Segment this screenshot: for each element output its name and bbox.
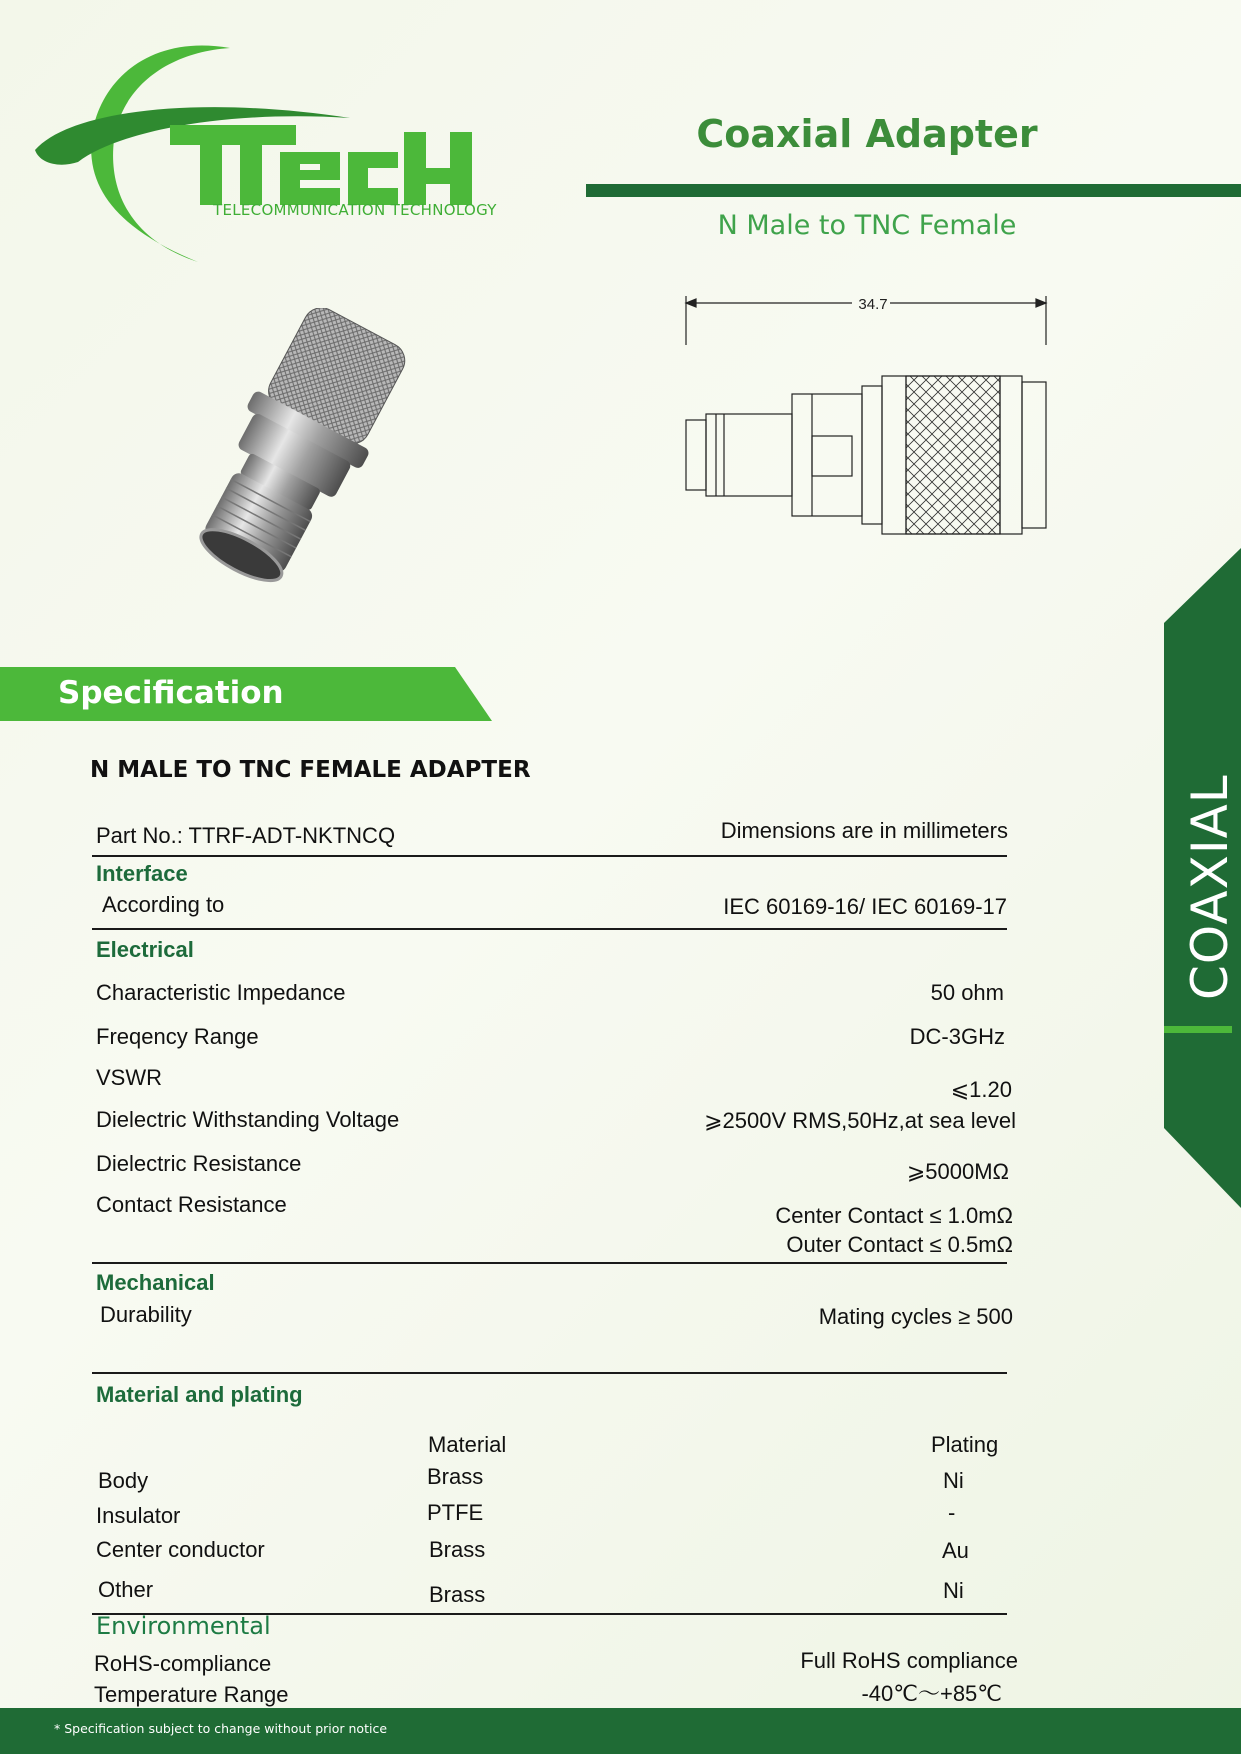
vswr-label: VSWR bbox=[96, 1065, 162, 1090]
section-interface: Interface bbox=[96, 861, 188, 886]
durability-label: Durability bbox=[100, 1302, 192, 1327]
page-subtitle: N Male to TNC Female bbox=[717, 210, 1017, 241]
section-material: Material and plating bbox=[96, 1382, 303, 1407]
dielectric-resistance-value: ⩾5000MΩ bbox=[906, 1159, 1009, 1184]
frequency-value: DC-3GHz bbox=[909, 1024, 1005, 1049]
divider bbox=[92, 855, 1007, 857]
durability-value: Mating cycles ≥ 500 bbox=[818, 1304, 1013, 1329]
table-row-plating: Ni bbox=[943, 1578, 964, 1603]
table-row-material: Brass bbox=[429, 1537, 486, 1562]
side-tab-label: COAXIAL bbox=[1181, 774, 1239, 1000]
part-number: Part No.: TTRF-ADT-NKTNCQ bbox=[96, 823, 396, 848]
logo-tagline: TELECOMMUNICATION TECHNOLOGY bbox=[213, 201, 497, 219]
table-row-material: Brass bbox=[429, 1582, 486, 1607]
product-heading: N MALE TO TNC FEMALE ADAPTER bbox=[90, 757, 531, 783]
table-row-part: Center conductor bbox=[96, 1537, 265, 1562]
temperature-label: Temperature Range bbox=[94, 1682, 289, 1707]
dimension-label: 34.7 bbox=[858, 296, 888, 313]
impedance-label: Characteristic Impedance bbox=[96, 980, 346, 1005]
frequency-label: Freqency Range bbox=[96, 1024, 259, 1049]
section-environmental: Environmental bbox=[96, 1612, 271, 1640]
spec-banner-label: Specification bbox=[58, 675, 284, 711]
divider bbox=[92, 1372, 1007, 1374]
rohs-label: RoHS-compliance bbox=[94, 1651, 272, 1676]
table-row-part: Insulator bbox=[96, 1503, 181, 1528]
technical-drawing bbox=[680, 290, 1050, 580]
rohs-value: Full RoHS compliance bbox=[800, 1648, 1018, 1673]
outer-contact-value: Outer Contact ≤ 0.5mΩ bbox=[786, 1232, 1013, 1257]
table-row-material: Brass bbox=[427, 1464, 484, 1489]
vswr-value: ⩽1.20 bbox=[950, 1077, 1012, 1102]
withstanding-voltage-label: Dielectric Withstanding Voltage bbox=[96, 1107, 400, 1132]
plating-column-header: Plating bbox=[931, 1432, 999, 1457]
dielectric-resistance-label: Dielectric Resistance bbox=[96, 1151, 302, 1176]
withstanding-voltage-value: ⩾2500V RMS,50Hz,at sea level bbox=[704, 1108, 1016, 1133]
center-contact-value: Center Contact ≤ 1.0mΩ bbox=[775, 1203, 1013, 1228]
material-column-header: Material bbox=[428, 1432, 507, 1457]
impedance-value: 50 ohm bbox=[930, 980, 1004, 1005]
temperature-value: -40℃～+85℃ bbox=[861, 1681, 1002, 1706]
footer-note: * Specification subject to change without prior notice bbox=[54, 1721, 388, 1736]
section-electrical: Electrical bbox=[96, 937, 194, 962]
interface-value: IEC 60169-16/ IEC 60169-17 bbox=[723, 894, 1007, 919]
divider bbox=[92, 928, 1007, 930]
table-row-plating: Au bbox=[942, 1538, 969, 1563]
interface-label: According to bbox=[102, 892, 225, 917]
table-row-material: PTFE bbox=[427, 1500, 484, 1525]
table-row-plating: Ni bbox=[943, 1468, 964, 1493]
tech-logo bbox=[30, 40, 510, 270]
section-mechanical: Mechanical bbox=[96, 1270, 215, 1295]
contact-resistance-label: Contact Resistance bbox=[96, 1192, 287, 1217]
table-row-part: Other bbox=[98, 1577, 154, 1602]
table-row-plating: - bbox=[948, 1500, 956, 1525]
page-title: Coaxial Adapter bbox=[696, 112, 1038, 156]
divider bbox=[92, 1262, 1007, 1264]
dimensions-note: Dimensions are in millimeters bbox=[720, 818, 1008, 843]
table-row-part: Body bbox=[98, 1468, 149, 1493]
title-divider bbox=[586, 184, 1241, 197]
product-photo bbox=[160, 308, 420, 598]
